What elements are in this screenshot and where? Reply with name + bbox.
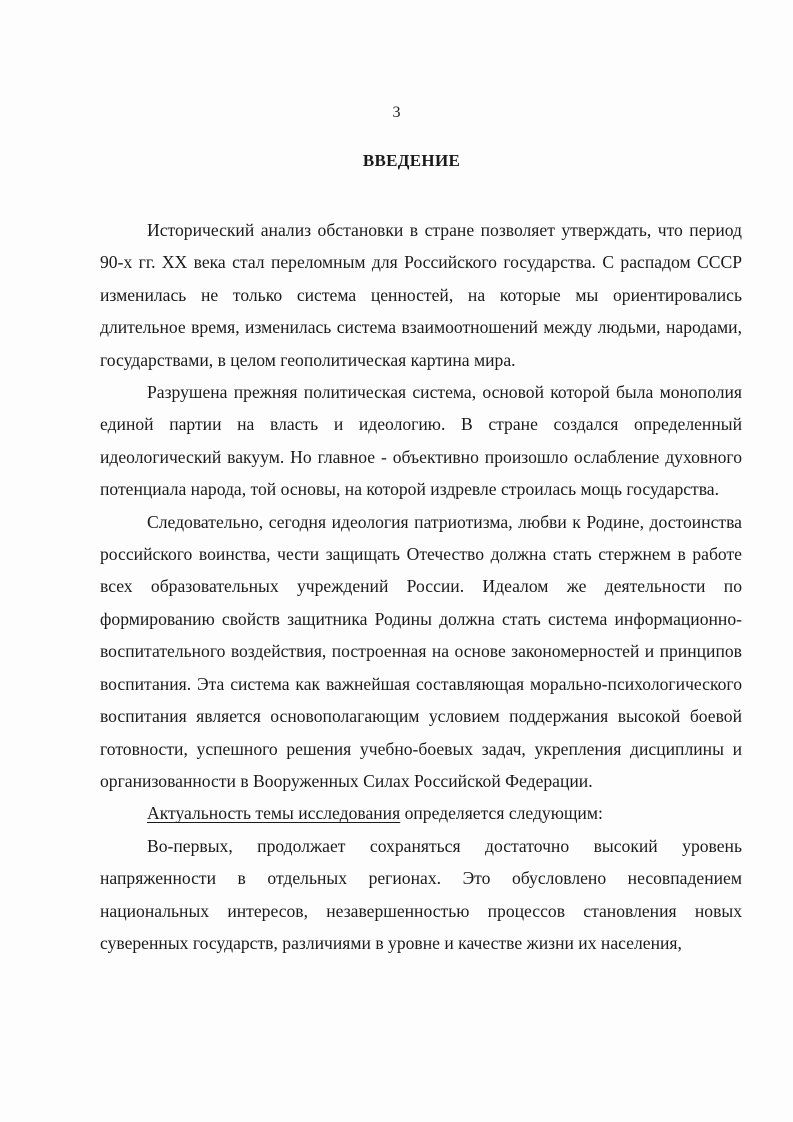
page-number: 3 (392, 104, 401, 121)
paragraph-2: Разрушена прежняя политическая система, основой которой была монополия единой партии на власть и идеологию. В стране создался определенный идеологический вакуум. Но главное - объективно произошло ослабление духовного потенциала народа, той основы, на которой издревле строилась мощь государства. (100, 382, 742, 500)
relevance-heading: Актуальность темы исследования (147, 803, 401, 824)
relevance-line (100, 797, 742, 829)
section-title: ВВЕДЕНИЕ (362, 151, 461, 170)
paragraph-4: Во-первых, продолжает сохраняться достаточно высокий уровень напряженности в отдельных регионах. Это обусловлено несовпадением национальных интересов, незавершенностью процессов становления новых суверенных государств, различиями в уровне и качестве жизни их населения, (100, 835, 742, 953)
paragraph-3: Следовательно, сегодня идеология патриотизма, любви к Родине, достоинства российского воинства, чести защищать Отечество должна стать стержнем в работе всех образовательных учреждений России. Идеалом же деятельности по формированию свойств защитника Родины должна стать система информационно-воспитательного воздействия, построенная на основе закономерностей и принципов воспитания. Эта система как важнейшая составляющая морально-психологического воспитания является основополагающим условием поддержания высокой боевой готовности, успешного решения учебно-боевых задач, укрепления дисциплины и организованности в Вооруженных Силах Российской Федерации. (100, 511, 742, 791)
paragraph-1: Исторический анализ обстановки в стране позволяет утверждать, что период 90-х гг. XX века стал переломным для Российского государства. С распадом СССР изменилась не только система ценностей, на которые мы ориентировались длительное время, изменилась система взаимоотношений между людьми, народами, государствами, в целом геополитическая картина мира. (100, 220, 742, 370)
relevance-rest: определяется следующим: (400, 803, 603, 824)
body-text (100, 214, 742, 959)
